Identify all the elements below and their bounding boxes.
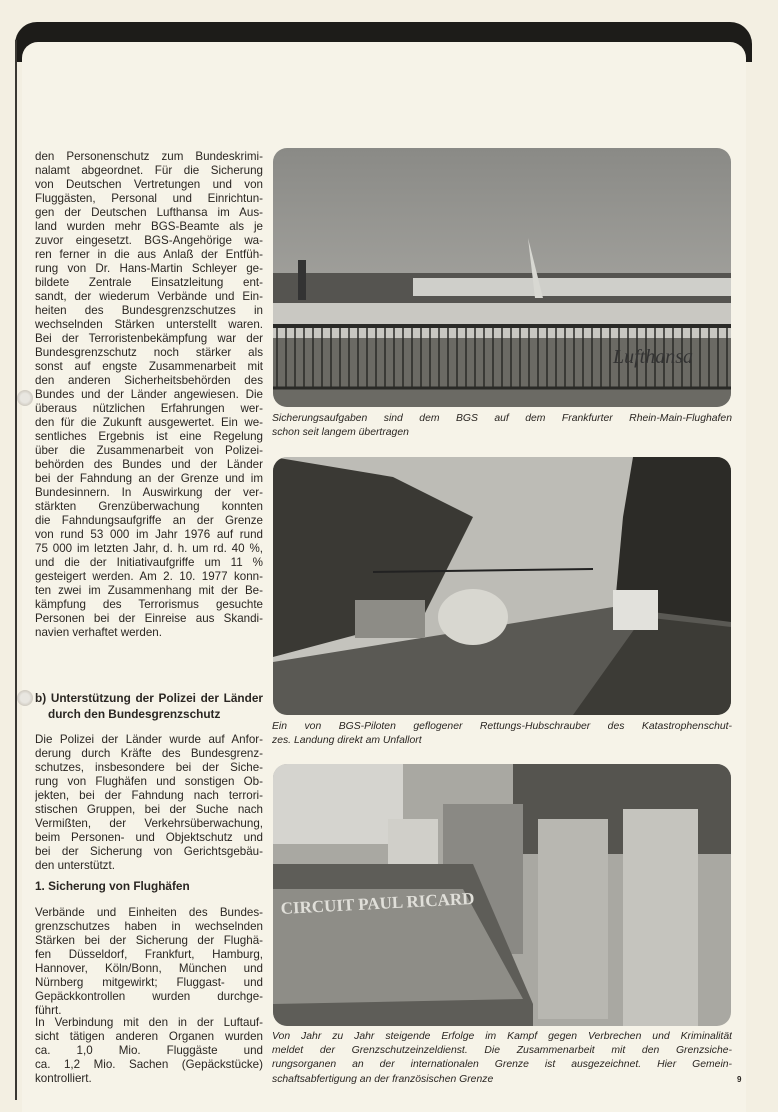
punch-hole xyxy=(17,690,33,706)
text-line: sicht tätigen anderen Organen wurden xyxy=(35,1030,263,1043)
text-line: behörden des Bundes und der Länder xyxy=(35,458,263,471)
text-line: Bundes und der Länder angewiesen. Die xyxy=(35,388,263,401)
text-line: Personen bei der Einreise aus Skandi- xyxy=(35,612,263,625)
text-line: den Personenschutz zum Bundeskrimi- xyxy=(35,150,263,163)
text-line: ren ferner in die aus Anlaß der Entfüh- xyxy=(35,248,263,261)
text-line: den für die Zukunft ausgewertet. Ein we- xyxy=(35,416,263,429)
text-line: Hannover, Köln/Bonn, München und xyxy=(35,962,263,975)
text-line: sentliches Ergebnis ist eine Regelung xyxy=(35,430,263,443)
text-line: den unterstützt. xyxy=(35,859,115,872)
text-line: Bundesinnern. In Auswirkung der ver- xyxy=(35,486,263,499)
text-line: den anderen Sicherheitsbehörden des xyxy=(35,374,263,387)
caption-border-check xyxy=(272,1030,732,1087)
text-line: derung durch Kräfte des Bundesgrenz- xyxy=(35,747,263,760)
text-line: rungsorganen an der internationalen Grenze ist ausgezeichnet. Hier Gemein- xyxy=(272,1059,732,1071)
text-line: kontrolliert. xyxy=(35,1072,92,1085)
text-line: Stärken bei der Sicherung der Flughä- xyxy=(35,934,263,947)
text-line: die Fahndungsaufgriffe an der Grenze xyxy=(35,514,263,527)
text-line: ca. 1,0 Mio. Fluggäste und xyxy=(35,1044,263,1057)
heading-section-b xyxy=(35,690,263,722)
lufthansa-lettering: Lufthansa xyxy=(613,346,694,368)
paragraph-2 xyxy=(35,733,263,873)
text-line: bildete Zentrale Einsatzleitung ent- xyxy=(35,276,263,289)
text-line: und die der Initiativaufgriffe um 11 % xyxy=(35,556,263,569)
paragraph-3 xyxy=(35,906,263,1018)
van xyxy=(355,600,425,638)
officer xyxy=(538,819,608,1019)
text-line: Die Polizei der Länder wurde auf Anfor- xyxy=(35,733,263,746)
text-line: nalamt abgeordnet. Für die Sicherung xyxy=(35,164,263,177)
text-line: Gepäckkontrollen wurden durchge- xyxy=(35,990,263,1003)
text-line: überaus nützlichen Erfahrungen wer- xyxy=(35,402,263,415)
text-line: zes. Landung direkt am Unfallort xyxy=(272,735,422,747)
text-line: ten zwei im Zusammenhang mit der Be- xyxy=(35,584,263,597)
ambulance xyxy=(613,590,658,630)
heading-airports: 1. Sicherung von Flughäfen xyxy=(35,879,190,893)
punch-hole xyxy=(17,390,33,406)
text-line: beim Personen- und Objektschutz und xyxy=(35,831,263,844)
text-line: stischen Gruppen, bei der Suche nach xyxy=(35,803,263,816)
photo-border-check xyxy=(273,764,731,1026)
text-line: stärkten Grenzüberwachung konnten xyxy=(35,500,263,513)
photo-airport xyxy=(273,148,731,407)
officer xyxy=(623,809,698,1026)
text-line: von rund 53 000 im Jahr 1976 auf rund xyxy=(35,528,263,541)
text-line: zuvor eingesetzt. BGS-Angehörige wa- xyxy=(35,234,263,247)
helicopter-body xyxy=(438,589,508,645)
text-line: rung von Flughäfen und sonstigen Ob- xyxy=(35,775,263,788)
text-line: gen der Deutschen Lufthansa im Aus- xyxy=(35,206,263,219)
text-line: kämpfung des Terrorismus gesuchte xyxy=(35,598,263,611)
text-line: Von Jahr zu Jahr steigende Erfolge im Kampf gegen Verbrechen und Kriminalität xyxy=(272,1031,732,1042)
caption-helicopter xyxy=(272,720,732,748)
text-line: durch den Bundesgrenzschutz xyxy=(48,707,221,721)
text-line: 75 000 im letzten Jahr, d. h. um rd. 40 %, xyxy=(35,542,263,555)
caption-airport xyxy=(272,412,732,440)
text-line: fen Düsseldorf, Frankfurt, Hamburg, xyxy=(35,948,263,961)
text-line: Bei der Terroristenbekämpfung war der xyxy=(35,332,263,345)
text-line: Ein von BGS-Piloten geflogener Rettungs-Hubschrauber des Katastrophenschut- xyxy=(272,721,732,732)
text-line: rung von Dr. Hans-Martin Schleyer ge- xyxy=(35,262,263,275)
text-line: meldet der Grenzschutzeinzeldienst. Die Zusammenarbeit mit den Grenzsiche- xyxy=(272,1045,732,1057)
text-line: bei der Sicherung von Gerichtsgebäu- xyxy=(35,845,263,858)
text-line: navien verhaftet werden. xyxy=(35,626,162,639)
text-line: bei der Fahndung an der Grenze und im xyxy=(35,472,263,485)
tower xyxy=(298,260,306,300)
windshield-banner: CIRCUIT PAUL RICARD xyxy=(280,888,475,918)
page-number: 9 xyxy=(737,1075,742,1084)
text-line: wechselnden Stärken unterstellt waren. xyxy=(35,318,263,331)
paragraph-4 xyxy=(35,1016,263,1086)
helicopter-image xyxy=(273,457,731,715)
text-line: Verbände und Einheiten des Bundes- xyxy=(35,906,263,919)
paragraph-1 xyxy=(35,150,263,640)
text-line: heiten des Bundesgrenzschutzes in xyxy=(35,304,263,317)
text-line: land wurden mehr BGS-Beamte als je xyxy=(35,220,263,233)
text-line: sonst auf engste Zusammenarbeit mit xyxy=(35,360,263,373)
text-line: über die Zusammenarbeit von Polizei- xyxy=(35,444,263,457)
airport-image xyxy=(273,148,731,407)
page-frame-left xyxy=(15,40,17,1100)
photo-helicopter xyxy=(273,457,731,715)
text-line: führt. xyxy=(35,1004,62,1017)
text-line: schon seit langem übertragen xyxy=(272,427,409,439)
text-line: sandt, der wiederum Verbände und Ein- xyxy=(35,290,263,303)
text-line: schaftsabfertigung an der französischen Grenze xyxy=(272,1073,494,1085)
text-line: Nürnberg mitgewirkt; Fluggast- und xyxy=(35,976,263,989)
text-line: von Deutschen Vertretungen und von xyxy=(35,178,263,191)
text-line: gesteigert werden. Am 2. 10. 1977 konn- xyxy=(35,570,263,583)
text-line: schutzes, insbesondere bei der Siche- xyxy=(35,761,263,774)
text-line: Fluggästen, Personal und Einrichtun- xyxy=(35,192,263,205)
text-line: Vermißten, der Verkehrsüberwachung, xyxy=(35,817,263,830)
text-line: b) Unterstützung der Polizei der Länder xyxy=(35,691,263,705)
text-line: Bundesgrenzschutz noch stärker als xyxy=(35,346,263,359)
text-line: grenzschutzes haben in wechselnden xyxy=(35,920,263,933)
text-line: In Verbindung mit den in der Luftauf- xyxy=(35,1016,263,1029)
text-line: jekten, bei der Fahndung nach terrori- xyxy=(35,789,263,802)
border-check-image xyxy=(273,764,731,1026)
text-line: ca. 1,2 Mio. Sachen (Gepäckstücke) xyxy=(35,1058,263,1071)
text-line: Sicherungsaufgaben sind dem BGS auf dem Frankfurter Rhein-Main-Flughafen xyxy=(272,413,732,424)
